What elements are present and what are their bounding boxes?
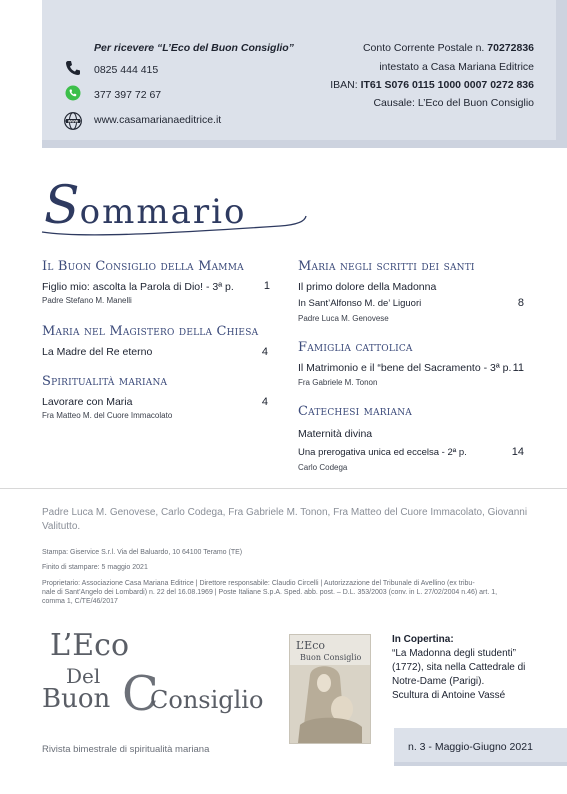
- iban-value: IT61 S076 0115 1000 0007 0272 836: [360, 79, 534, 91]
- cover-label: In Copertina:: [392, 634, 454, 645]
- intestato-label: intestato a: [379, 61, 428, 73]
- issue-number: n. 3 - Maggio-Giugno 2021: [408, 741, 533, 753]
- logo-tagline: Rivista bimestrale di spiritualità mariana: [42, 744, 210, 755]
- cover-caption-line-4: Scultura di Antoine Vassé: [392, 690, 506, 701]
- logo-line-eco: L’Eco: [50, 628, 130, 663]
- proprietario-line-3: comma 1, C/TE/46/2017: [42, 598, 118, 605]
- article-author: Fra Gabriele M. Tonon: [298, 378, 378, 387]
- article-title: La Madre del Re eterno: [42, 346, 153, 358]
- page-number: 8: [517, 297, 524, 309]
- article-subtitle: Una prerogativa unica ed eccelsa - 2ª p.: [298, 447, 467, 458]
- cover-caption-line-3: Notre-Dame (Parigi).: [392, 676, 485, 687]
- phone-icon: [65, 60, 81, 76]
- page-number: 4: [261, 346, 268, 358]
- website-link[interactable]: www.casamarianaeditrice.it: [94, 114, 222, 126]
- article-author: Padre Luca M. Genovese: [298, 314, 389, 323]
- logo-big-c: C: [122, 666, 159, 722]
- contributors-list: Padre Luca M. Genovese, Carlo Codega, Fra Gabriele M. Tonon, Fra Matteo del Cuore Immacolato, Giovanni Valitutto.: [42, 507, 528, 532]
- madonna-statue-image: [290, 665, 370, 743]
- article-author: Padre Stefano M. Manelli: [42, 296, 132, 305]
- iban-label: IBAN:: [330, 79, 358, 91]
- page-number: 1: [263, 280, 270, 292]
- divider: [0, 488, 567, 489]
- cover-thumbnail: [289, 634, 371, 744]
- page-number: 14: [511, 446, 524, 458]
- logo-line-del: Del: [66, 664, 101, 688]
- whatsapp-icon: [65, 85, 81, 101]
- whatsapp-number: 377 397 72 67: [94, 89, 162, 101]
- article-title: Il Matrimonio e il “bene del Sacramento - 3ª p.: [298, 362, 512, 374]
- section-title-scritti-santi: Maria negli scritti dei santi: [298, 259, 475, 274]
- sommario-flourish: [40, 200, 310, 240]
- article-author: Fra Matteo M. del Cuore Immacolato: [42, 411, 173, 420]
- cover-thumb-title: L’Eco: [296, 639, 325, 652]
- stampa-line: Stampa: Giservice S.r.l. Via del Baluardo, 10 64100 Teramo (TE): [42, 549, 243, 556]
- section-title-catechesi: Catechesi mariana: [298, 404, 413, 419]
- account-line: [363, 42, 534, 54]
- cover-caption-line-1: “La Madonna degli studenti”: [392, 648, 516, 659]
- causale-label: Causale:: [373, 97, 415, 109]
- article-author: Carlo Codega: [298, 463, 348, 472]
- sommario-initial: S: [44, 176, 80, 236]
- finito-line: Finito di stampare: 5 maggio 2021: [42, 564, 148, 571]
- section-title-magistero: Maria nel Magistero della Chiesa: [42, 324, 259, 339]
- page-number: 11: [512, 362, 524, 374]
- cover-thumb-subtitle: Buon Consiglio: [300, 653, 362, 662]
- logo-line-buon: Buon: [42, 684, 111, 714]
- receive-label: Per ricevere “L’Eco del Buon Consiglio”: [94, 42, 294, 54]
- proprietario-line-2: nale di Sant’Angelo dei Lombardi) n. 22 del 16.08.1969 | Poste Italiane S.p.A. Sped. abb. post. – D.L. 353/2003 (conv. in L. 27/02/2004 n.46) art. 1,: [42, 589, 498, 596]
- phone-number: 0825 444 415: [94, 64, 159, 76]
- causale-line: [373, 97, 534, 109]
- page-number: 4: [261, 396, 268, 408]
- article-subtitle: In Sant’Alfonso M. de’ Liguori: [298, 298, 422, 309]
- account-label: Conto Corrente Postale n.: [362, 42, 485, 54]
- logo-line-consiglio: Consiglio: [150, 686, 264, 714]
- svg-text:WWW: WWW: [67, 119, 79, 124]
- intestato-name: Casa Mariana Editrice: [430, 61, 534, 73]
- globe-www-icon: [64, 112, 82, 130]
- section-title-spiritualita: Spiritualità mariana: [42, 374, 168, 389]
- section-title-famiglia: Famiglia cattolica: [298, 340, 413, 355]
- cover-caption-line-2: (1772), sita nella Cattedrale di: [392, 662, 526, 673]
- article-title: Figlio mio: ascolta la Parola di Dio! - 3ª p.: [42, 281, 234, 293]
- proprietario-line-1: Proprietario: Associazione Casa Mariana Editrice | Direttore responsabile: Claudio Circelli | Autorizzazione del Tribunale di Avellino (ex tribu-: [42, 580, 475, 587]
- iban-line: [330, 79, 534, 91]
- article-title: Il primo dolore della Madonna: [298, 281, 437, 293]
- intestato-line: [379, 61, 534, 73]
- sommario-rest: ommario: [79, 192, 247, 232]
- article-title: Maternità divina: [298, 428, 373, 440]
- account-number: 70272836: [487, 42, 534, 54]
- section-title-buon-consiglio: Il Buon Consiglio della Mamma: [42, 259, 244, 274]
- article-title: Lavorare con Maria: [42, 396, 133, 408]
- causale-value: L’Eco del Buon Consiglio: [417, 97, 534, 109]
